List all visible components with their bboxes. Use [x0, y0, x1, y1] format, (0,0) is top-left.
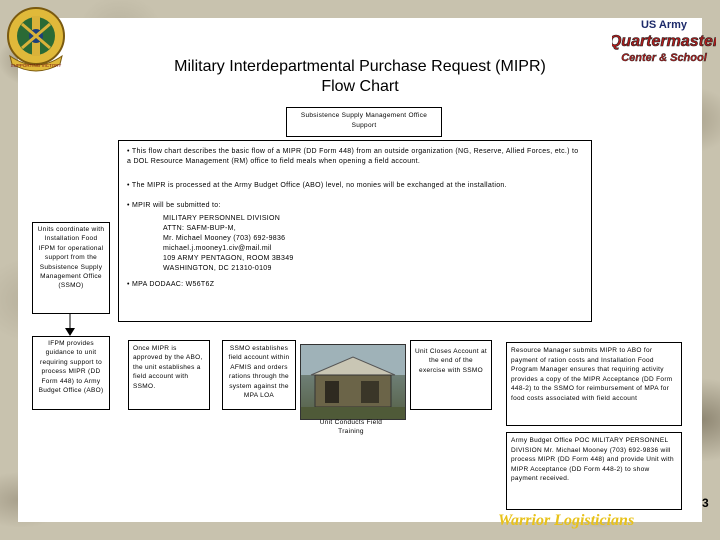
field-training-photo [300, 344, 406, 420]
address-line: michael.j.mooney1.civ@mail.mil [163, 245, 272, 252]
quartermaster-school-logo [612, 16, 716, 74]
page-number: 3 [702, 496, 709, 510]
svg-text:US Army: US Army [640, 19, 688, 31]
army-budget-box: Army Budget Office POC MILITARY PERSONNEL DIVISION Mr. Michael Mooney (703) 692-9836 will process MIPR (DD Form 448) and provide Unit with MIPR Acceptance (DD Form 448-2) to show payment received. [506, 432, 682, 510]
address-line: Mr. Michael Mooney (703) 692-9836 [163, 235, 286, 242]
info-bullet-3: • MPIR will be submitted to: [127, 202, 221, 209]
info-bullet-1: • This flow chart describes the basic flow of a MIPR (DD Form 448) from an outside organization (NG, Reserve, Allied Forces, etc.) to a DOL Resource Management (RM) office to field meals when opening a field account. [127, 148, 579, 165]
address-line: MILITARY PERSONNEL DIVISION [163, 215, 281, 222]
info-box [118, 140, 592, 322]
title-line-2: Flow Chart [321, 78, 399, 95]
once-mipr-box: Once MIPR is approved by the ABO, the unit establishes a field account with SSMO. [128, 340, 210, 410]
title-line-1: Military Interdepartmental Purchase Request (MIPR) [174, 58, 546, 75]
resource-manager-box: Resource Manager submits MIPR to ABO for payment of ration costs and Installation Food Program Manager ensures that requiring activity provides a copy of the MIPR Acceptance (DD Form 448-2) to the SSMO for reimbursement of MPA for food costs associated with field account [506, 342, 682, 426]
quartermaster-insignia-logo [2, 2, 70, 72]
unit-closes-box: Unit Closes Account at the end of the exercise with SSMO [410, 340, 492, 410]
photo-caption: Unit Conducts Field Training [319, 419, 383, 436]
svg-text:SUPPORTING VICTORY: SUPPORTING VICTORY [10, 63, 62, 68]
address-line: 109 ARMY PENTAGON, ROOM 3B349 [163, 255, 294, 262]
units-coordinate-box: Units coordinate with Installation Food IFPM for operational support from the Subsistence Supply Management Office (SSMO) [32, 222, 110, 314]
footer-slogan: Warrior Logisticians [498, 512, 635, 529]
info-address [163, 214, 583, 274]
page-title [120, 57, 600, 97]
ssmo-establishes-box: SSMO establishes field account within AFMIS and orders rations through the system against the MPA LOA [222, 340, 296, 410]
svg-text:Center & School: Center & School [621, 52, 707, 64]
org-box: Subsistence Supply Management Office Support [286, 107, 442, 137]
info-bullet-4: • MPA DODAAC: W56T6Z [127, 281, 215, 288]
address-line: WASHINGTON, DC 21310-0109 [163, 265, 272, 272]
ifpm-box: IFPM provides guidance to unit requiring support to process MIPR (DD Form 448) to Army Budget Office (ABO) [32, 336, 110, 410]
info-bullet-2: • The MIPR is processed at the Army Budget Office (ABO) level, no monies will be exchanged at the installation. [127, 182, 507, 189]
down-arrow [62, 312, 78, 338]
address-line: ATTN: SAFM-BUP-M, [163, 225, 237, 232]
svg-text:Quartermaster: Quartermaster [612, 33, 716, 50]
